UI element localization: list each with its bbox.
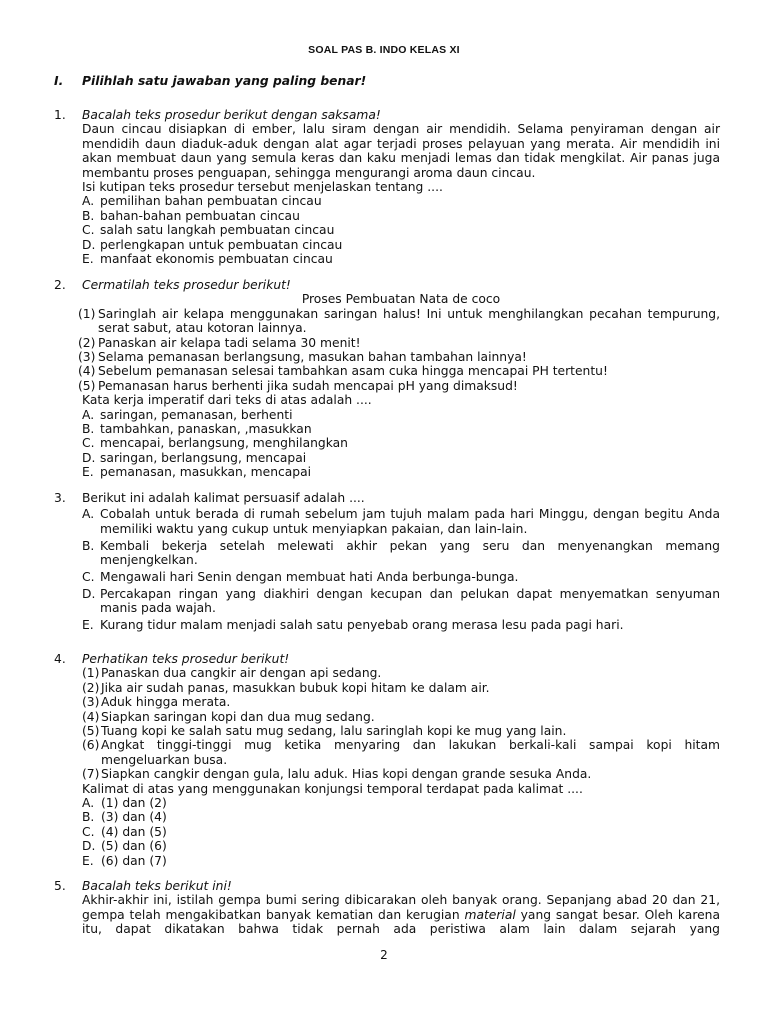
option-letter: B. xyxy=(82,538,95,553)
step-text: Tuang kopi ke salah satu mug sedang, lalu saringlah kopi ke mug yang lain. xyxy=(101,724,567,739)
procedure-steps xyxy=(82,666,720,781)
option-letter: A. xyxy=(82,507,95,522)
option-text: (6) dan (7) xyxy=(101,853,167,868)
option-letter: A. xyxy=(82,194,95,209)
step-number: (2) xyxy=(82,680,100,695)
step-number: (2) xyxy=(78,335,96,350)
passage-text-start: Akhir-akhir ini, istilah gempa bumi sering dibicarakan oleh banyak orang. Sepanjang abad 20 dan 21, gempa telah mengakibatkan banyak kematian dan kerugian xyxy=(82,893,720,922)
question-number: 5. xyxy=(54,879,66,893)
question-passage xyxy=(82,893,720,936)
option-c xyxy=(82,436,720,450)
step-number: (5) xyxy=(82,724,100,739)
option-text: mencapai, berlangsung, menghilangkan xyxy=(100,436,348,451)
option-letter: B. xyxy=(82,422,95,437)
step-number: (1) xyxy=(82,666,100,681)
option-a xyxy=(82,194,720,208)
question-instruction: Perhatikan teks prosedur berikut! xyxy=(82,652,290,666)
option-letter: E. xyxy=(82,853,94,868)
procedure-step xyxy=(78,307,720,336)
option-e xyxy=(82,854,720,868)
step-text: Selama pemanasan berlangsung, masukan bahan tambahan lainnya! xyxy=(98,350,527,365)
step-number: (5) xyxy=(78,378,96,393)
option-a xyxy=(82,796,720,810)
option-text: (4) dan (5) xyxy=(101,824,167,839)
section-instruction: Pilihlah satu jawaban yang paling benar! xyxy=(82,74,367,88)
question-number: 2. xyxy=(54,278,66,292)
question-instruction: Bacalah teks berikut ini! xyxy=(82,879,232,893)
step-text: Angkat tinggi-tinggi mug ketika menyaring dan lakukan berkali-kali sampai kopi hitam mengeluarkan busa. xyxy=(101,738,720,767)
option-text: (3) dan (4) xyxy=(101,810,167,825)
option-e xyxy=(82,618,720,632)
option-text: Kurang tidur malam menjadi salah satu penyebab orang merasa lesu pada pagi hari. xyxy=(100,617,624,632)
passage-text-end: yang sangat besar. Oleh karena itu, dapat dikatakan bahwa tidak pernah ada peristiwa alam lain dalam sejarah yang xyxy=(82,907,721,937)
option-text: pemilihan bahan pembuatan cincau xyxy=(100,194,322,209)
option-text: (5) dan (6) xyxy=(101,839,167,854)
answer-options xyxy=(82,796,720,868)
step-text: Sebelum pemanasan selesai tambahkan asam cuka hingga mencapai PH tertentu! xyxy=(98,364,608,379)
option-c xyxy=(82,570,720,584)
option-letter: D. xyxy=(82,450,96,465)
page-number: 2 xyxy=(380,948,388,962)
option-letter: A. xyxy=(82,407,95,422)
option-letter: D. xyxy=(82,839,96,854)
answer-options xyxy=(82,408,720,480)
option-a xyxy=(82,507,720,536)
procedure-title: Proses Pembuatan Nata de coco xyxy=(301,292,501,307)
option-e xyxy=(82,252,720,266)
step-number: (1) xyxy=(78,306,96,321)
question-1 xyxy=(54,108,720,266)
option-text: perlengkapan untuk pembuatan cincau xyxy=(100,237,343,252)
question-text: Isi kutipan teks prosedur tersebut menjelaskan tentang .... xyxy=(82,180,443,195)
option-b xyxy=(82,209,720,223)
procedure-step xyxy=(78,379,720,393)
answer-options xyxy=(82,507,720,632)
step-number: (4) xyxy=(82,709,100,724)
question-text: Kalimat di atas yang menggunakan konjungsi temporal terdapat pada kalimat .... xyxy=(82,781,583,796)
option-letter: C. xyxy=(82,436,95,451)
procedure-step xyxy=(82,695,720,709)
option-letter: B. xyxy=(82,810,95,825)
option-b xyxy=(82,810,720,824)
step-number: (3) xyxy=(82,695,100,710)
question-instruction: Cermatilah teks prosedur berikut! xyxy=(82,278,291,292)
option-text: manfaat ekonomis pembuatan cincau xyxy=(100,252,333,267)
step-text: Jika air sudah panas, masukkan bubuk kopi hitam ke dalam air. xyxy=(101,680,490,695)
option-c xyxy=(82,223,720,237)
option-b xyxy=(82,539,720,568)
option-text: saringan, berlangsung, mencapai xyxy=(100,450,307,465)
question-4 xyxy=(54,652,720,868)
option-c xyxy=(82,825,720,839)
option-text: saringan, pemanasan, berhenti xyxy=(100,407,293,422)
option-letter: C. xyxy=(82,824,95,839)
step-number: (7) xyxy=(82,767,100,782)
question-text: Kata kerja imperatif dari teks di atas adalah .... xyxy=(82,393,372,408)
question-text: Berikut ini adalah kalimat persuasif adalah .... xyxy=(82,491,365,505)
option-d xyxy=(82,587,720,616)
option-letter: E. xyxy=(82,617,94,632)
option-letter: E. xyxy=(82,465,94,480)
option-letter: E. xyxy=(82,252,94,267)
option-e xyxy=(82,465,720,479)
option-a xyxy=(82,408,720,422)
procedure-steps xyxy=(78,307,720,393)
section-number: I. xyxy=(54,74,64,88)
option-text: Percakapan ringan yang diakhiri dengan kecupan dan pelukan dapat menyematkan senyuman manis pada wajah. xyxy=(100,586,720,616)
option-letter: C. xyxy=(82,223,95,238)
step-number: (6) xyxy=(82,738,100,753)
procedure-step xyxy=(78,350,720,364)
option-letter: D. xyxy=(82,237,96,252)
option-text: pemanasan, masukkan, mencapai xyxy=(100,465,312,480)
question-5 xyxy=(54,879,720,937)
option-letter: A. xyxy=(82,796,95,811)
question-number: 4. xyxy=(54,652,66,666)
question-number: 3. xyxy=(54,491,66,505)
step-number: (3) xyxy=(78,350,96,365)
procedure-step xyxy=(82,724,720,738)
question-passage: Daun cincau disiapkan di ember, lalu siram dengan air mendidih. Selama penyiraman dengan air mendidih daun diaduk-aduk dengan alat agar terjadi proses pelayuan yang merata. Air mendidih ini akan membuat daun yang semula keras dan kaku menjadi lemas dan tidak mengkilat. Air panas juga membantu proses penguapan, sehingga mengurangi aroma daun cincau. xyxy=(82,122,720,180)
procedure-step xyxy=(78,336,720,350)
step-text: Panaskan air kelapa tadi selama 30 menit! xyxy=(98,335,361,350)
question-2 xyxy=(54,278,720,480)
step-text: Siapkan saringan kopi dan dua mug sedang. xyxy=(101,709,375,724)
option-d xyxy=(82,451,720,465)
option-letter: B. xyxy=(82,208,95,223)
procedure-step xyxy=(78,364,720,378)
section-heading xyxy=(54,74,366,88)
answer-options xyxy=(82,194,720,266)
option-text: tambahkan, panaskan, ,masukkan xyxy=(100,422,312,437)
step-text: Saringlah air kelapa menggunakan saringan halus! Ini untuk menghilangkan pecahan tempurung, serat sabut, atau kotoran lainnya. xyxy=(98,306,720,336)
question-instruction: Bacalah teks prosedur berikut dengan saksama! xyxy=(82,108,381,122)
step-text: Siapkan cangkir dengan gula, lalu aduk. Hias kopi dengan grande sesuka Anda. xyxy=(101,767,592,782)
option-text: Cobalah untuk berada di rumah sebelum jam tujuh malam pada hari Minggu, dengan begitu Anda memiliki waktu yang cukup untuk menyiapkan pakaian, dan lain-lain. xyxy=(100,507,720,536)
procedure-step xyxy=(82,681,720,695)
question-number: 1. xyxy=(54,108,66,122)
option-letter: C. xyxy=(82,569,95,584)
procedure-step xyxy=(82,666,720,680)
option-letter: D. xyxy=(82,586,96,601)
option-text: Kembali bekerja setelah melewati akhir pekan yang seru dan menyenangkan memang menjengkelkan. xyxy=(100,538,720,568)
step-number: (4) xyxy=(78,364,96,379)
question-3 xyxy=(54,491,720,635)
passage-italic-term: material xyxy=(464,907,516,922)
option-text: bahan-bahan pembuatan cincau xyxy=(100,208,300,223)
page-title: SOAL PAS B. INDO KELAS XI xyxy=(308,44,460,56)
step-text: Pemanasan harus berhenti jika sudah mencapai pH yang dimaksud! xyxy=(98,378,518,393)
procedure-step xyxy=(82,710,720,724)
option-b xyxy=(82,422,720,436)
option-text: salah satu langkah pembuatan cincau xyxy=(100,223,335,238)
option-text: (1) dan (2) xyxy=(101,796,167,811)
procedure-step xyxy=(82,738,720,767)
option-text: Mengawali hari Senin dengan membuat hati Anda berbunga-bunga. xyxy=(100,569,519,584)
step-text: Panaskan dua cangkir air dengan api sedang. xyxy=(101,666,382,681)
procedure-step xyxy=(82,767,720,781)
option-d xyxy=(82,839,720,853)
step-text: Aduk hingga merata. xyxy=(101,695,231,710)
option-d xyxy=(82,238,720,252)
